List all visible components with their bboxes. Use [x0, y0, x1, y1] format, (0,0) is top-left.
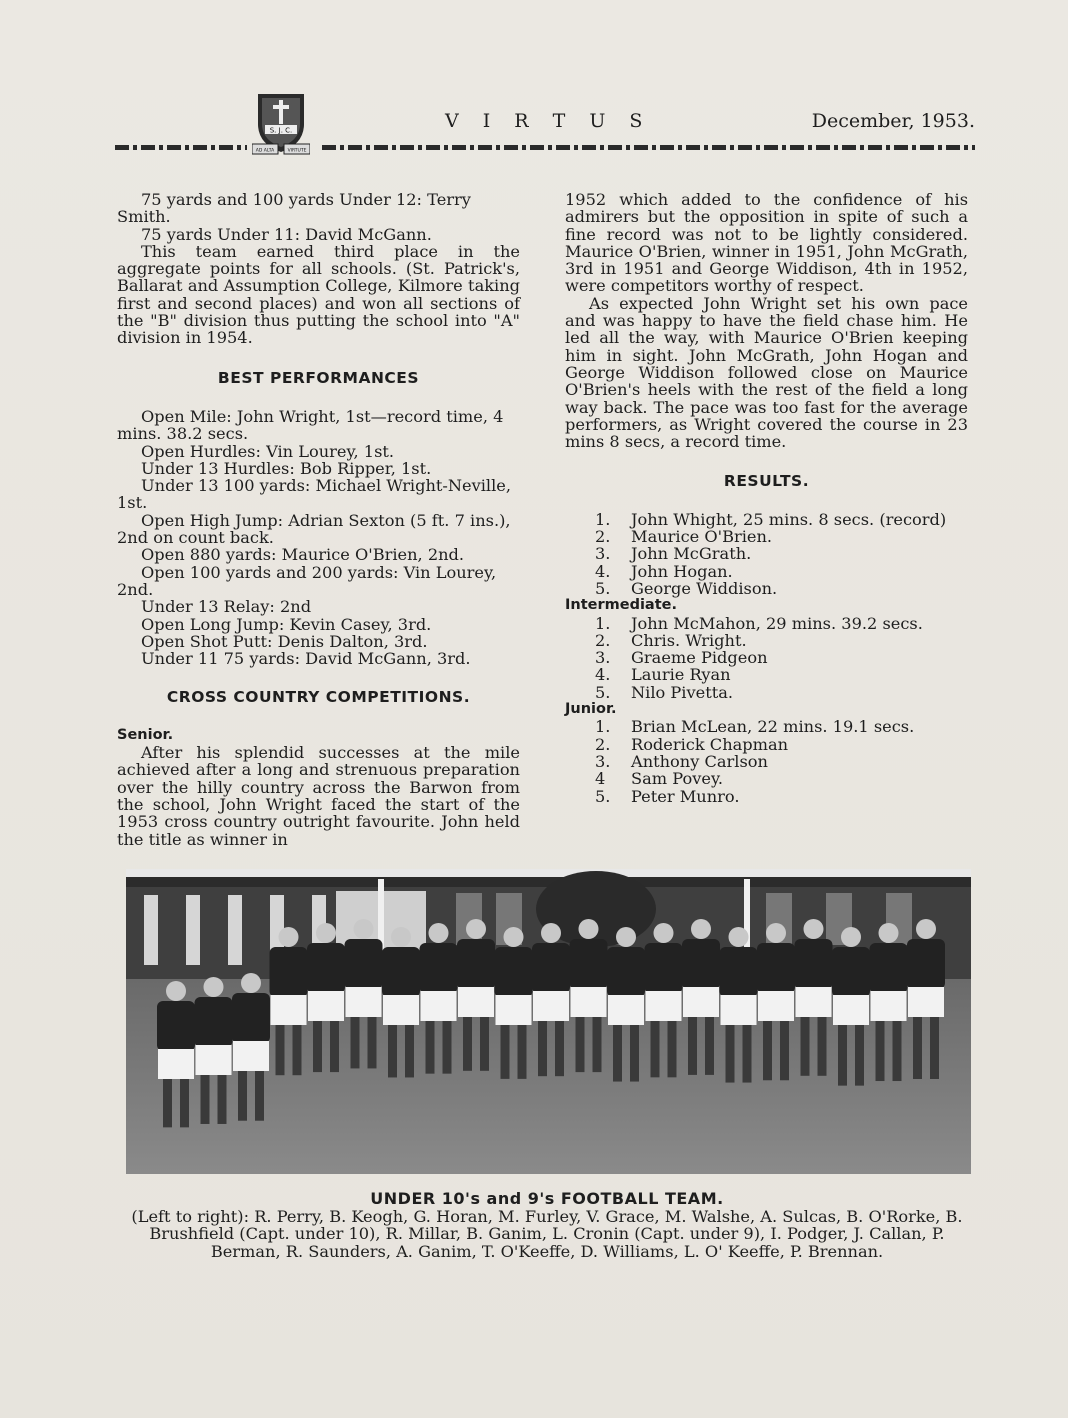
senior-label: Senior. [117, 726, 174, 743]
cross-country-heading: CROSS COUNTRY COMPETITIONS. [166, 688, 471, 707]
best-item: Under 13 Hurdles: Bob Ripper, 1st. [141, 458, 432, 478]
masthead-title: V I R T U S [445, 110, 652, 132]
crest-motto-right: VIRTUTE [287, 148, 307, 154]
best-item: Open 100 yards and 200 yards: Vin Lourey, 2nd. [117, 562, 497, 599]
intermediate-results-list [565, 615, 968, 701]
list-item: 2. Maurice O'Brien. [595, 527, 773, 547]
best-performances-heading: BEST PERFORMANCES [217, 368, 420, 387]
intro-line-2: 75 yards Under 11: David McGann. [141, 224, 432, 244]
header-rule-left [115, 145, 247, 150]
team-photo-image [126, 869, 971, 1174]
best-item: Under 13 100 yards: Michael Wright-Neville, 1st. [117, 476, 512, 513]
issue-date: December, 1953. [811, 110, 975, 132]
list-item: 3. John McGrath. [595, 544, 752, 564]
list-item: 2. Roderick Chapman [595, 734, 789, 754]
senior-paragraph: After his splendid successes at the mile achieved after a long and strenuous preparation over the hilly country across the Barwon from the school, John Wright faced the start of the 1953 cross country outright favourite. John held the title as winner in [117, 743, 520, 849]
junior-results-list [565, 718, 968, 804]
best-item: Under 13 Relay: 2nd [141, 597, 312, 617]
intro-paragraph: This team earned third place in the aggregate points for all schools. (St. Patrick's, Ballarat and Assumption College, Kilmore taking first and second places) and won all sections of the "B" division thus putting the school into "A" division in 1954. [117, 241, 520, 348]
crest-motto-left: AD ALTA [255, 148, 275, 154]
list-item: 4. Laurie Ryan [595, 665, 731, 685]
list-item: 4 Sam Povey. [595, 769, 724, 789]
list-item: 1. John Whight, 25 mins. 8 secs. (record) [595, 509, 947, 529]
header-rule-right [322, 145, 975, 150]
junior-label: Junior. [565, 701, 617, 718]
list-item: 3. Graeme Pidgeon [595, 648, 768, 668]
right-column [565, 191, 968, 805]
list-item: 5. Peter Munro. [595, 786, 740, 806]
list-item: 2. Chris. Wright. [595, 630, 747, 650]
list-item: 5. Nilo Pivetta. [595, 682, 734, 702]
best-item: Open Long Jump: Kevin Casey, 3rd. [141, 614, 432, 634]
crest-letters: S. J. C. [269, 126, 293, 135]
best-item: Open Shot Putt: Denis Dalton, 3rd. [141, 631, 428, 651]
intermediate-label: Intermediate. [565, 597, 677, 614]
best-item: Open High Jump: Adrian Sexton (5 ft. 7 ins.), 2nd on count back. [117, 510, 511, 548]
results-heading: RESULTS. [723, 472, 810, 491]
list-item: 5. George Widdison. [595, 578, 778, 598]
best-item: Under 11 75 yards: David McGann, 3rd. [141, 649, 471, 669]
best-item: Open Hurdles: Vin Lourey, 1st. [141, 441, 395, 461]
left-column [117, 191, 520, 848]
list-item: 3. Anthony Carlson [595, 751, 768, 771]
school-crest-icon [252, 88, 310, 156]
list-item: 1. Brian McLean, 22 mins. 19.1 secs. [595, 717, 915, 737]
team-photo [126, 869, 971, 1174]
senior-results-list [565, 511, 968, 597]
intro-line-1: 75 yards and 100 yards Under 12: Terry Smith. [117, 190, 471, 227]
best-item: Open 880 yards: Maurice O'Brien, 2nd. [141, 545, 465, 565]
page-header [115, 88, 975, 158]
photo-caption [117, 1190, 977, 1260]
best-item: Open Mile: John Wright, 1st—record time, 4 mins. 38.2 secs. [117, 406, 504, 444]
list-item: 4. John Hogan. [595, 561, 733, 581]
caption-title: UNDER 10's and 9's FOOTBALL TEAM. [370, 1189, 724, 1208]
list-item: 1. John McMahon, 29 mins. 39.2 secs. [595, 613, 923, 633]
race-paragraph-1: 1952 which added to the confidence of his admirers but the opposition in spite of such a fine record was not to be lightly considered. Maurice O'Brien, winner in 1951, John McGrath, 3rd in 1951 and George Widdison, 4th in 1952, were competitors worthy of respect. [565, 190, 968, 296]
caption-text: (Left to right): R. Perry, B. Keogh, G. Horan, M. Furley, V. Grace, M. Walshe, A. Sulcas, B. O'Rorke, B. Brushfield (Capt. under 10), R. Millar, B. Ganim, L. Cronin (Capt. under 9), I. Podger, J. Callan, P. Berman, R. Saunders, A. Ganim, T. O'Keeffe, D. Williams, L. O' Keeffe, P. Brennan. [131, 1206, 963, 1261]
race-paragraph-2: As expected John Wright set his own pace and was happy to have the field chase him. He led all the way, with Maurice O'Brien keeping him in sight. John McGrath, John Hogan and George Widdison followed close on Maurice O'Brien's heels with the rest of the field a long way back. The pace was too fast for the average performers, as Wright covered the course in 23 mins 8 secs, a record time. [565, 293, 968, 452]
